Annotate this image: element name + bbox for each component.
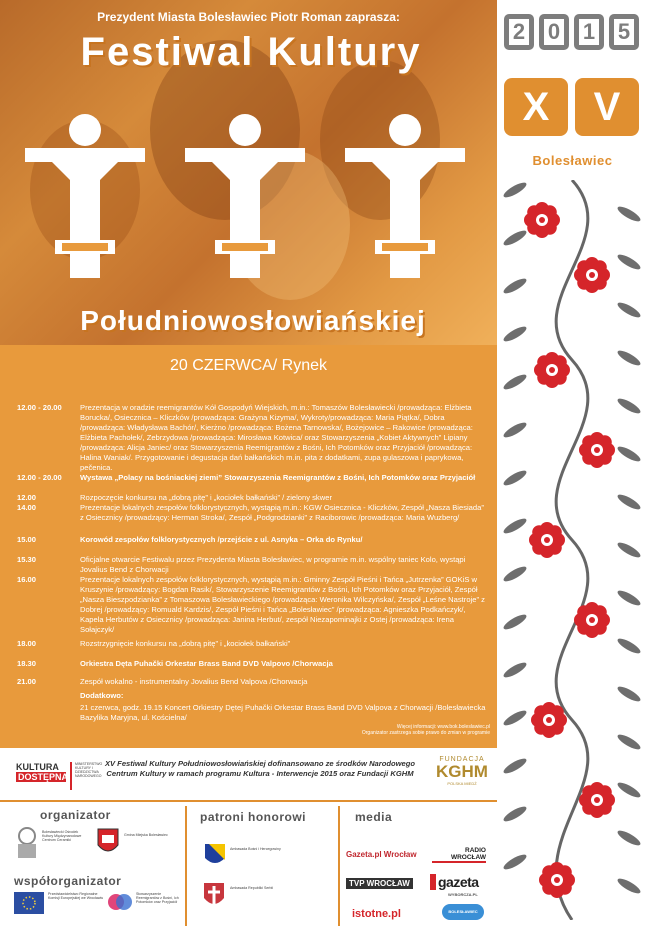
schedule-description: Rozpoczęcie konkursu na „dobrą pitę” i „kociołek bałkański” / zielony skwer: [80, 493, 332, 502]
schedule-time: 12.00: [17, 493, 37, 502]
schedule-description: Orkiestra Dęta Puhački Orkestar Brass Band DVD Valpovo /Chorwacja: [80, 659, 333, 668]
association-logo-icon: [106, 890, 134, 914]
schedule-row: [17, 503, 489, 533]
festival-title-second-line: Południowosłowiańskiej: [80, 305, 426, 336]
schedule-description: Prezentacje lokalnych zespołów folklorystycznych, wystąpią m.in.: Gminny Zespół Pieśni i Tańca „Jutrzenka” GOKiS w Kruszynie /prowadzący: Bogdan Rasik/, Stowarzyszenie Reemigrantów z Bośni, Ich Potomków oraz Przyjaciół, Zespół „Nasza Bieszpodzianka” z Tomaszowa Bolesławieckiego /prowadząca: Weronika Wilczyńska/, Zespół „Leśne Nastroje” z Dobrej /prowadzący: Romuald Kardzis/, Zespół Pieśni i Tańca „Bolesławiec” /prowadząca: Agnieszka Podkańczyk/, Kapela Herbutów z Osiecznicy /prowadząca: Janina Herbut/, zespół Niezapominajki z Ostej /prowadząca: Irena Sołajczyk/: [80, 575, 485, 634]
festival-title: Festiwal Kultury: [80, 30, 422, 74]
schedule-description: Oficjalne otwarcie Festiwalu przez Prezydenta Miasta Bolesławiec, w programie m.in. wspólny taniec Kolo, wystąpi Jovalius Bend z Chorwacji: [80, 555, 466, 574]
year-digit: 5: [609, 14, 639, 50]
media-boleslawiec-logo: BOLESŁAWIEC: [442, 904, 484, 920]
edition-year: [504, 14, 639, 50]
divider: [338, 806, 340, 926]
media-gazeta-wyborcza-sub: WYBORCZA.PL: [448, 892, 478, 897]
schedule-time: 21.00: [17, 677, 37, 686]
media-gazeta-wyborcza: gazeta: [430, 874, 479, 890]
city-name: Bolesławiec: [532, 153, 613, 168]
patron-2: Ambasada Republiki Serbii: [230, 886, 274, 890]
kghm-foundation-logo: [430, 756, 494, 786]
coorganizer-heading: współorganizator: [14, 874, 122, 888]
year-digit: 2: [504, 14, 534, 50]
more-info-link: Więcej informacji: www.bok.boleslawiec.pl: [396, 724, 490, 730]
divider: [185, 806, 187, 926]
schedule-row: [17, 403, 489, 473]
schedule-time: 15.30: [17, 555, 37, 564]
organizer-1: Bolesławiecki Ośrodek Kultury Międzynarodowe Centrum Ceramiki: [42, 830, 82, 843]
schedule-description: Prezentacje lokalnych zespołów folklorystycznych, wystąpią m.in.: KGW Osiecznica - Kliczków, Zespół „Nasza Biesiada” z Osiecznicy /prowadzący: Herman Stroka/, Zespół „Podgrodzianki” z Raciborowic /prowadząca: Maria Wuzberg/: [80, 503, 484, 522]
kghm-word: KGHM: [436, 762, 488, 781]
schedule-row: [17, 691, 489, 701]
schedule-time: 12.00 - 20.00: [17, 403, 62, 412]
schedule-row: [17, 639, 489, 651]
folk-figures-graphic: [0, 110, 497, 310]
media-tvp-wroclaw: TVP WROCŁAW: [346, 878, 413, 889]
roman-letter: V: [575, 78, 639, 136]
schedule-row: [17, 677, 489, 689]
organizer-2: Gmina Miejska Bolesławiec: [124, 833, 168, 837]
coorganizer-2: Stowarzyszenie Reemigrantów z Bośni, Ich Potomków oraz Przyjaciół: [136, 892, 179, 905]
more-info-disclaimer: Organizator zastrzega sobie prawo do zmian w programie: [361, 730, 490, 736]
coorganizer-1: Przedstawicielstwo Regionalne Komisji Europejskiej we Wrocławiu: [48, 892, 104, 901]
floral-vine-ornament: [497, 180, 648, 920]
schedule-time: 18.30: [17, 659, 37, 668]
schedule-time: 18.00: [17, 639, 37, 648]
year-digit: 0: [539, 14, 569, 50]
media-radio-wroclaw: RADIO WROCŁAW: [432, 847, 486, 863]
organizer-heading: organizator: [40, 808, 111, 822]
eu-flag-icon: [14, 892, 44, 914]
schedule-row: [17, 555, 489, 575]
schedule-time: [17, 703, 80, 727]
schedule-description: Prezentacja w oradzie reemigrantów Kół Gospodyń Wiejskich, m.in.: Tomaszów Bolesławiecki /prowadząca: Elżbieta Borucka/, Osiecznica – Kliczków /prowadząca: Grażyna Kizyma/, Wykroty/prowadząca: Maria Piątka/, Dobra /prowadząca: Władysława Bachór/, Kierżno /prowadząca: Bożena Tarnowska/, Bożejowice – Rakowice /prowadząca: Elżbieta Pachołek/, Zebrzydowa /prowadząca: Mirosława Kotwica/ oraz Stowarzyszenia „Kobiet Aktywnych” Lipiany /prowadząca: Alicja Janiec/ oraz Stowarzyszenia Reemigrantów z Bośni, Ich Potomków oraz Przyjaciół /prowadząca: Halina Waniak/. Przygotowanie i degustacja dań bałkańskich m.in. pita z dodatkami, zupa gulaszowa i paprykowa, pečenica.: [80, 403, 473, 472]
invitation-text: Prezydent Miasta Bolesławiec Piotr Roman zaprasza:: [97, 10, 400, 24]
kultura-word: KULTURA: [16, 762, 59, 772]
schedule-row: [17, 575, 489, 635]
schedule-time: 14.00: [17, 503, 37, 512]
roman-letter: X: [504, 78, 568, 136]
patron-1: Ambasada Bośni i Hercegowiny: [230, 847, 281, 851]
schedule-time: 15.00: [17, 535, 37, 544]
schedule-time: 12.00 - 20.00: [17, 473, 62, 482]
schedule-row: [17, 535, 489, 547]
schedule-description: 21 czerwca, godz. 19.15 Koncert Orkiestry Dętej Puhački Orkestar Brass Band DVD Valpova z Chorwacji /Bolesławiecka Bazylika Maryjna, ul. Kościelna/: [80, 703, 486, 722]
media-gazeta-wroclaw: Gazeta.pl Wrocław: [346, 850, 417, 859]
schedule-description: Zespół wokalno - instrumentalny Jovalius Bend Valpova /Chorwacja: [80, 677, 308, 686]
kultura-dostepna-logo: [16, 762, 69, 782]
bok-logo-icon: [14, 826, 40, 860]
schedule-time: 16.00: [17, 575, 37, 584]
more-info: [290, 724, 490, 736]
edition-number: [504, 78, 639, 136]
boleslawiec-coat-of-arms-icon: [96, 827, 120, 857]
schedule-description: Korowód zespołów folklorystycznych /przejście z ul. Asnyka – Orka do Rynku/: [80, 535, 363, 544]
schedule-time: [17, 691, 80, 701]
schedule-description: Rozstrzygnięcie konkursu na „dobrą pitę” i „kociołek bałkański”: [80, 639, 291, 648]
dostepna-word: DOSTĘPNA: [18, 772, 69, 782]
fundacja-word: FUNDACJA: [439, 756, 485, 763]
funding-statement: XV Festiwal Kultury Południowosłowiańskiej dofinansowano ze środków Narodowego Centrum Kultury w ramach programu Kultura - Interwencje 2015 oraz Fundacji KGHM: [104, 759, 416, 778]
media-heading: media: [355, 810, 393, 824]
serbia-coat-of-arms-icon: [201, 880, 227, 912]
schedule-description: Wystawa „Polacy na bośniackiej ziemi” Stowarzyszenia Reemigrantów z Bośni, Ich Potomków oraz Przyjaciół: [80, 473, 476, 482]
schedule-row: [17, 473, 489, 485]
patrons-heading: patroni honorowi: [200, 810, 306, 824]
schedule-row: [17, 659, 489, 671]
schedule-description: Dodatkowo:: [80, 691, 124, 700]
date-and-place: 20 CZERWCA/ Rynek: [169, 357, 328, 374]
ministry-logo: MINISTERSTWO KULTURY I DZIEDZICTWA NARODOWEGO: [70, 762, 106, 790]
polska-miedz-word: POLSKA MIEDŹ: [447, 781, 477, 786]
bosnia-coat-of-arms-icon: [203, 842, 227, 868]
media-istotne: istotne.pl: [352, 908, 401, 920]
year-digit: 1: [574, 14, 604, 50]
schedule-row: [17, 493, 489, 503]
